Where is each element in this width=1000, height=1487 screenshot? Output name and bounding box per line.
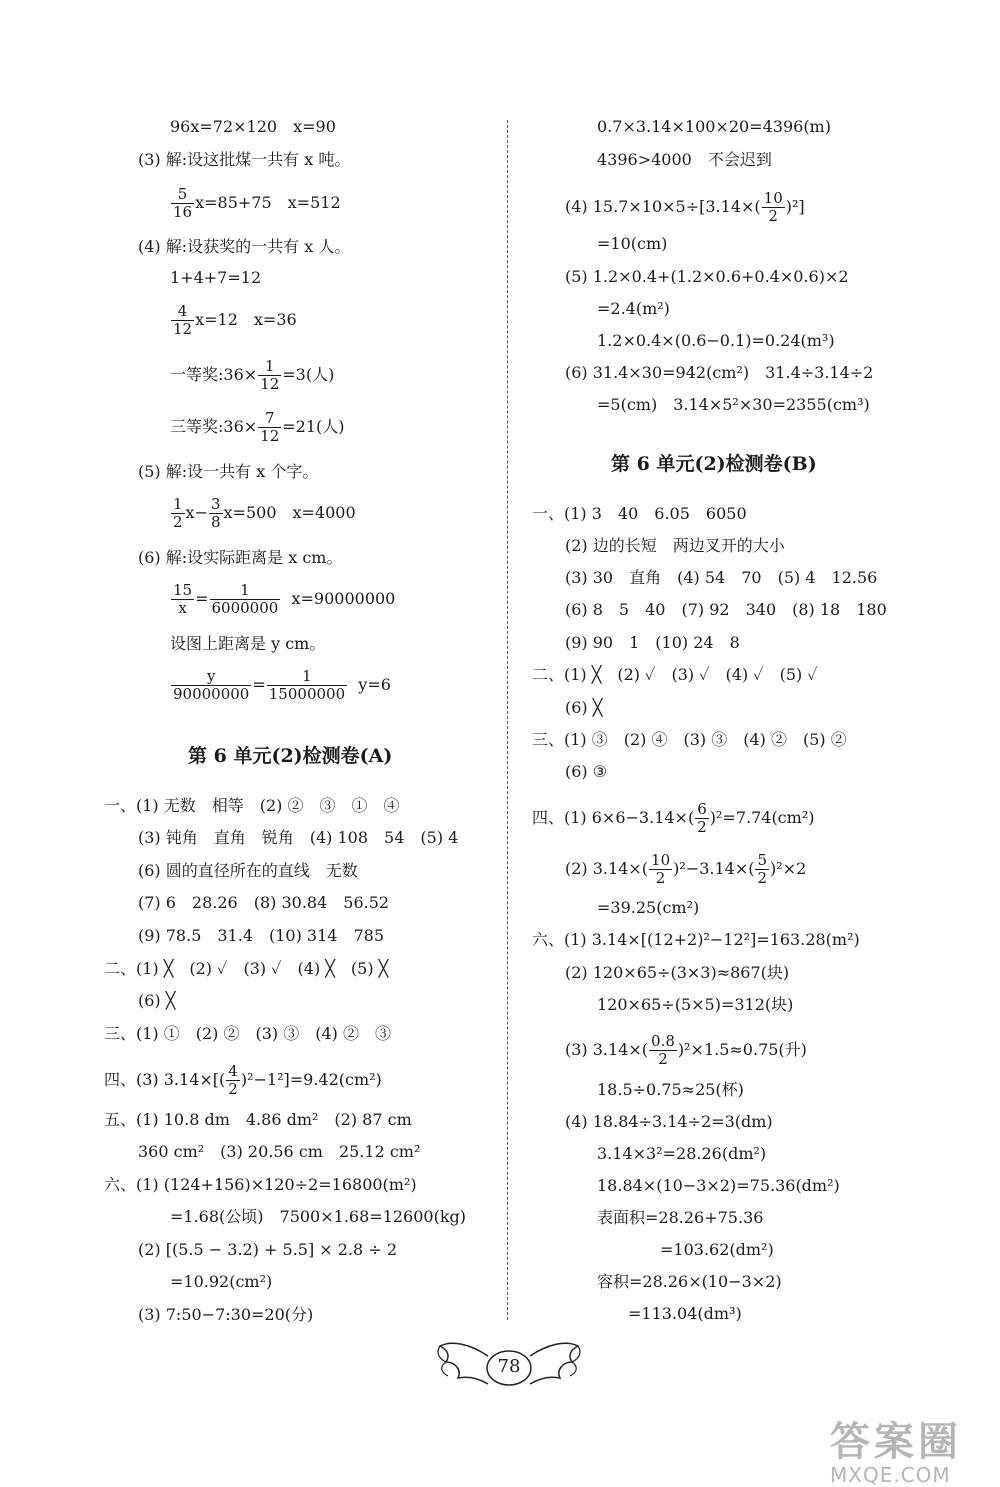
text-line: 二、(1) ╳ (2) ✓ (3) ✓ (4) ╳ (5) ╳ bbox=[104, 959, 389, 978]
fraction: $\frac{4}{12}$ bbox=[173, 302, 193, 338]
text-line: 360 cm² (3) 20.56 cm 25.12 cm² bbox=[138, 1142, 421, 1161]
text-line: 1.2×0.4×(0.6−0.1)=0.24(m³) bbox=[597, 331, 835, 350]
text-line: =1.68(公顷) 7500×1.68=12600(kg) bbox=[170, 1207, 466, 1226]
column-divider bbox=[507, 120, 508, 1320]
text-line: 设图上距离是 y cm。 bbox=[170, 634, 326, 653]
equation-line: 四、(1) 6×6−3.14×( $\frac{6}{2}$ )²=7.74(cm²) bbox=[532, 800, 815, 836]
text-line: (2) [(5.5 − 3.2) + 5.5] × 2.8 ÷ 2 bbox=[138, 1240, 397, 1259]
text-line: (3) 30 直角 (4) 54 70 (5) 4 12.56 bbox=[565, 568, 878, 587]
fraction: $\frac{y}{90000000}$ bbox=[173, 667, 250, 703]
page-number-badge bbox=[0, 1336, 1000, 1396]
equation-line: $\frac{1}{2}$ x− $\frac{3}{8}$ x=500 x=4000 bbox=[173, 495, 356, 531]
text-line: 三、(1) ① (2) ② (3) ③ (4) ② ③ bbox=[104, 1024, 392, 1043]
text-line: 96x=72×120 x=90 bbox=[170, 117, 336, 136]
text-line: (3) 7:50−7:30=20(分) bbox=[138, 1305, 314, 1324]
fraction: $\frac{1}{12}$ bbox=[260, 357, 280, 393]
fraction: $\frac{1}{15000000}$ bbox=[268, 667, 346, 703]
text-line: (4) 18.84÷3.14÷2=3(dm) bbox=[565, 1112, 773, 1131]
fraction: $\frac{6}{2}$ bbox=[697, 800, 707, 836]
equation-line: $\frac{15}{x}$ = $\frac{1}{6000000}$ x=90000000 bbox=[173, 581, 396, 617]
text-line: (2) 120×65÷(3×3)≈867(块) bbox=[565, 963, 790, 982]
text-line: (9) 78.5 31.4 (10) 314 785 bbox=[138, 926, 385, 945]
fraction: $\frac{1}{2}$ bbox=[173, 495, 183, 531]
text-line: (6) 31.4×30=942(cm²) 31.4÷3.14÷2 bbox=[565, 363, 874, 382]
text-line: (5) 解:设一共有 x 个字。 bbox=[138, 462, 319, 481]
text-line: 3.14×3²=28.26(dm²) bbox=[597, 1144, 767, 1163]
text-line: 六、(1) (124+156)×120÷2=16800(m²) bbox=[104, 1175, 417, 1194]
text-line: 0.7×3.14×100×20=4396(m) bbox=[597, 117, 831, 136]
text-line: (5) 1.2×0.4+(1.2×0.6+0.4×0.6)×2 bbox=[565, 267, 849, 286]
equation-line: (2) 3.14×( $\frac{10}{2}$ )²−3.14×( $\frac{5}{2}$ )²×2 bbox=[565, 851, 807, 887]
text-line: 表面积=28.26+75.36 bbox=[597, 1208, 764, 1227]
text-line: 一、(1) 无数 相等 (2) ② ③ ① ④ bbox=[104, 796, 400, 815]
equation-line: (4) 15.7×10×5÷[3.14×( $\frac{10}{2}$ )²] bbox=[565, 189, 805, 225]
watermark-text: 答案圈 bbox=[830, 1419, 962, 1465]
section-heading-a: 第 6 单元(2)检测卷(A) bbox=[188, 745, 393, 767]
text-line: 4396>4000 不会迟到 bbox=[597, 150, 772, 169]
text-line: (3) 解:设这批煤一共有 x 吨。 bbox=[138, 150, 351, 169]
text-line: =2.4(m²) bbox=[597, 299, 670, 318]
text-line: =39.25(cm²) bbox=[597, 898, 700, 917]
equation-line: $\frac{4}{12}$ x=12 x=36 bbox=[173, 302, 297, 338]
fraction: $\frac{7}{12}$ bbox=[260, 409, 280, 445]
text-line: 一、(1) 3 40 6.05 6050 bbox=[532, 504, 747, 523]
text-line: (6) 解:设实际距离是 x cm。 bbox=[138, 548, 343, 567]
text-line: =5(cm) 3.14×5²×30=2355(cm³) bbox=[597, 395, 870, 414]
fraction: $\frac{0.8}{2}$ bbox=[651, 1032, 675, 1068]
fraction: $\frac{10}{2}$ bbox=[763, 189, 783, 225]
watermark bbox=[830, 1410, 962, 1487]
text-line: (6) ③ bbox=[565, 762, 608, 781]
text-line: =10(cm) bbox=[597, 234, 668, 253]
text-line: 三、(1) ③ (2) ④ (3) ③ (4) ② (5) ② bbox=[532, 730, 847, 749]
equation-line: 四、(3) 3.14×[( $\frac{4}{2}$ )²−1²]=9.42(cm²) bbox=[104, 1062, 382, 1098]
fraction: $\frac{3}{8}$ bbox=[210, 495, 221, 531]
page-number: 78 bbox=[497, 1356, 521, 1377]
text-line: (6) 8 5 40 (7) 92 340 (8) 18 180 bbox=[565, 600, 887, 619]
text-line: 120×65÷(5×5)=312(块) bbox=[597, 995, 794, 1014]
text-line: (6) ╳ bbox=[138, 991, 176, 1010]
equation-line: $\frac{y}{90000000}$ = $\frac{1}{15000000}$ y=6 bbox=[173, 667, 391, 703]
fraction: $\frac{1}{6000000}$ bbox=[211, 581, 279, 617]
text-line: (9) 90 1 (10) 24 8 bbox=[565, 633, 740, 652]
text-line: (6) ╳ bbox=[565, 698, 603, 717]
fraction: $\frac{5}{16}$ bbox=[173, 185, 193, 221]
text-line: (2) 边的长短 两边叉开的大小 bbox=[565, 536, 785, 555]
equation-line: 一等奖:36× $\frac{1}{12}$ =3(人) bbox=[170, 357, 335, 393]
text-line: (4) 解:设获奖的一共有 x 人。 bbox=[138, 237, 351, 256]
text-line: 18.84×(10−3×2)=75.36(dm²) bbox=[597, 1176, 840, 1195]
section-heading-b: 第 6 单元(2)检测卷(B) bbox=[611, 453, 817, 475]
text-line: =113.04(dm³) bbox=[628, 1304, 742, 1323]
watermark-url: MXQE.COM bbox=[830, 1463, 951, 1487]
text-line: 容积=28.26×(10−3×2) bbox=[597, 1272, 782, 1291]
fraction: $\frac{4}{2}$ bbox=[228, 1062, 238, 1098]
text-line: =103.62(dm²) bbox=[660, 1240, 774, 1259]
equation-line: 三等奖:36× $\frac{7}{12}$ =21(人) bbox=[170, 409, 345, 445]
text-line: (7) 6 28.26 (8) 30.84 56.52 bbox=[138, 893, 390, 912]
equation-line: $\frac{5}{16}$ x=85+75 x=512 bbox=[173, 185, 341, 221]
text-line: 18.5÷0.75≈25(杯) bbox=[597, 1080, 744, 1099]
text-line: 二、(1) ╳ (2) ✓ (3) ✓ (4) ✓ (5) ✓ bbox=[532, 665, 818, 684]
fraction: $\frac{5}{2}$ bbox=[757, 851, 768, 887]
fraction: $\frac{10}{2}$ bbox=[651, 851, 671, 887]
text-line: (3) 钝角 直角 锐角 (4) 108 54 (5) 4 bbox=[138, 828, 459, 847]
text-line: 六、(1) 3.14×[(12+2)²−12²]=163.28(m²) bbox=[532, 930, 860, 949]
text-line: 五、(1) 10.8 dm 4.86 dm² (2) 87 cm bbox=[104, 1110, 412, 1129]
text-line: 1+4+7=12 bbox=[170, 268, 262, 287]
text-line: =10.92(cm²) bbox=[170, 1272, 273, 1291]
text-line: (6) 圆的直径所在的直线 无数 bbox=[138, 861, 358, 880]
fraction: $\frac{15}{x}$ bbox=[173, 581, 193, 617]
equation-line: (3) 3.14×( $\frac{0.8}{2}$ )²×1.5≈0.75(升) bbox=[565, 1032, 807, 1068]
